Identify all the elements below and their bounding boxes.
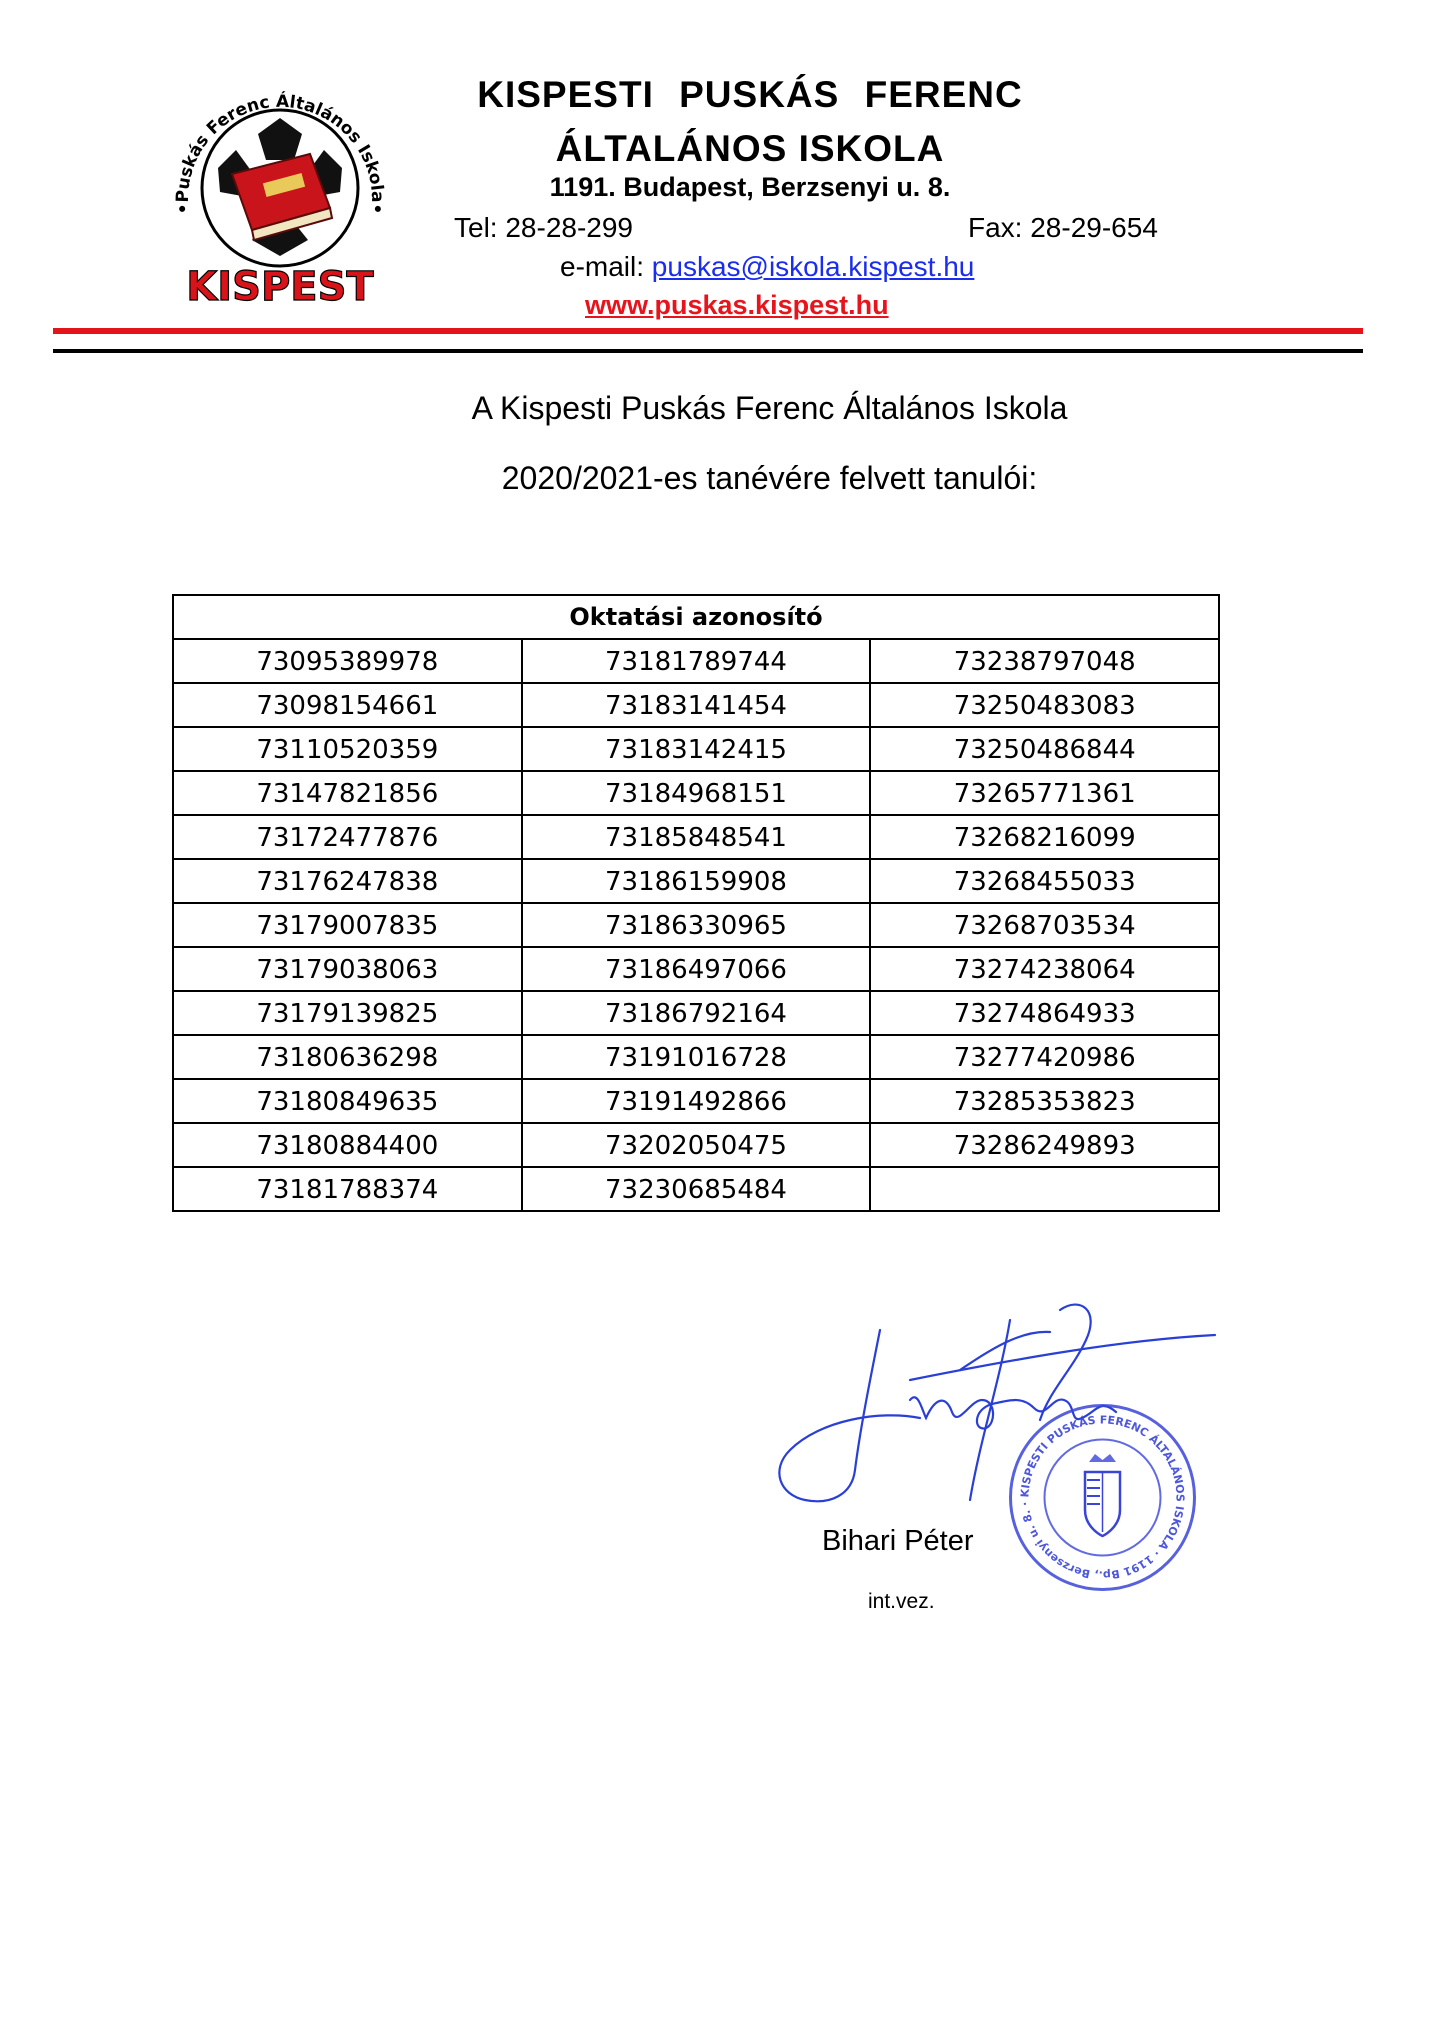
table-row xyxy=(174,992,1218,1036)
page-title-line2: 2020/2021-es tanévére felvett tanulói: xyxy=(501,460,1038,496)
table-row xyxy=(174,904,1218,948)
school-logo-icon xyxy=(160,68,400,316)
header-divider-red xyxy=(53,328,1363,334)
signer-title: int.vez. xyxy=(868,1590,935,1613)
table-cell: 73176247838 xyxy=(174,860,523,902)
table-cell: 73230685484 xyxy=(523,1168,872,1210)
table-cell: 73265771361 xyxy=(953,779,1136,809)
table-cell: 73147821856 xyxy=(174,772,523,814)
table-cell: 73185848541 xyxy=(523,816,872,858)
school-name-line1: KISPESTI PUSKÁS FERENC xyxy=(477,74,1023,115)
table-row xyxy=(174,728,1218,772)
table-cell: 73179007835 xyxy=(174,904,523,946)
table-cell: 73274864933 xyxy=(953,999,1136,1029)
table-row xyxy=(174,640,1218,684)
table-row xyxy=(174,816,1218,860)
table-row xyxy=(174,1168,1218,1210)
table-row xyxy=(174,1124,1218,1168)
table-cell: 73110520359 xyxy=(174,728,523,770)
table-cell: 73191016728 xyxy=(523,1036,872,1078)
table-cell: 73191492866 xyxy=(523,1080,872,1122)
table-cell: 73181788374 xyxy=(174,1168,523,1210)
table-cell: 73184968151 xyxy=(523,772,872,814)
school-name xyxy=(420,68,1080,176)
table-cell: 73186792164 xyxy=(523,992,872,1034)
table-row xyxy=(174,1036,1218,1080)
table-cell: 73181789744 xyxy=(523,640,872,682)
website-link[interactable]: www.puskas.kispest.hu xyxy=(585,290,889,320)
table-row xyxy=(174,772,1218,816)
table-cell: 73098154661 xyxy=(174,684,523,726)
page-title-line1: A Kispesti Puskás Ferenc Általános Iskola xyxy=(471,390,1068,426)
table-cell: 73186330965 xyxy=(523,904,872,946)
table-cell: 73179139825 xyxy=(174,992,523,1034)
table-cell: 73238797048 xyxy=(953,647,1136,677)
table-cell: 73180636298 xyxy=(174,1036,523,1078)
logo-ring-text: •Puskás Ferenc Általános Iskola• xyxy=(172,91,388,216)
email-label: e-mail: xyxy=(560,251,645,282)
school-name-line2: ÁLTALÁNOS ISKOLA xyxy=(555,128,945,169)
email-row xyxy=(560,251,974,283)
table-cell xyxy=(871,1168,1218,1210)
table-row xyxy=(174,860,1218,904)
table-cell: 73250483083 xyxy=(953,691,1136,721)
table-cell: 73095389978 xyxy=(174,640,523,682)
table-cell: 73274238064 xyxy=(953,955,1136,985)
official-stamp-icon xyxy=(1005,1400,1200,1595)
table-cell: 73286249893 xyxy=(953,1131,1136,1161)
table-cell: 73180849635 xyxy=(174,1080,523,1122)
table-row xyxy=(174,1080,1218,1124)
table-cell: 73268455033 xyxy=(953,867,1136,897)
stamp-text: KISPESTI PUSKÁS FERENC ÁLTALÁNOS ISKOLA · 1191 Bp., Berzsenyi u. 8. · xyxy=(1018,1413,1187,1582)
table-cell: 73186159908 xyxy=(523,860,872,902)
table-cell: 73172477876 xyxy=(174,816,523,858)
school-address: 1191. Budapest, Berzsenyi u. 8. xyxy=(549,172,951,202)
table-header: Oktatási azonosító xyxy=(174,596,1218,640)
table-cell: 73277420986 xyxy=(953,1043,1136,1073)
student-id-table xyxy=(172,594,1220,1212)
email-link[interactable]: puskas@iskola.kispest.hu xyxy=(651,251,975,282)
table-cell: 73186497066 xyxy=(523,948,872,990)
table-cell: 73179038063 xyxy=(174,948,523,990)
fax-number: Fax: 28-29-654 xyxy=(968,212,1158,243)
signer-name: Bihari Péter xyxy=(822,1525,974,1557)
table-cell: 73183142415 xyxy=(523,728,872,770)
phone-number: Tel: 28-28-299 xyxy=(454,212,634,243)
table-row xyxy=(174,948,1218,992)
table-cell: 73180884400 xyxy=(174,1124,523,1166)
header-divider-black xyxy=(53,349,1363,353)
table-cell: 73250486844 xyxy=(953,735,1136,765)
logo-badge-text: KISPEST xyxy=(186,264,374,310)
table-cell: 73268703534 xyxy=(953,911,1136,941)
table-cell: 73285353823 xyxy=(953,1087,1136,1117)
table-row xyxy=(174,684,1218,728)
table-cell: 73202050475 xyxy=(523,1124,872,1166)
table-cell: 73183141454 xyxy=(523,684,872,726)
table-cell: 73268216099 xyxy=(953,823,1136,853)
